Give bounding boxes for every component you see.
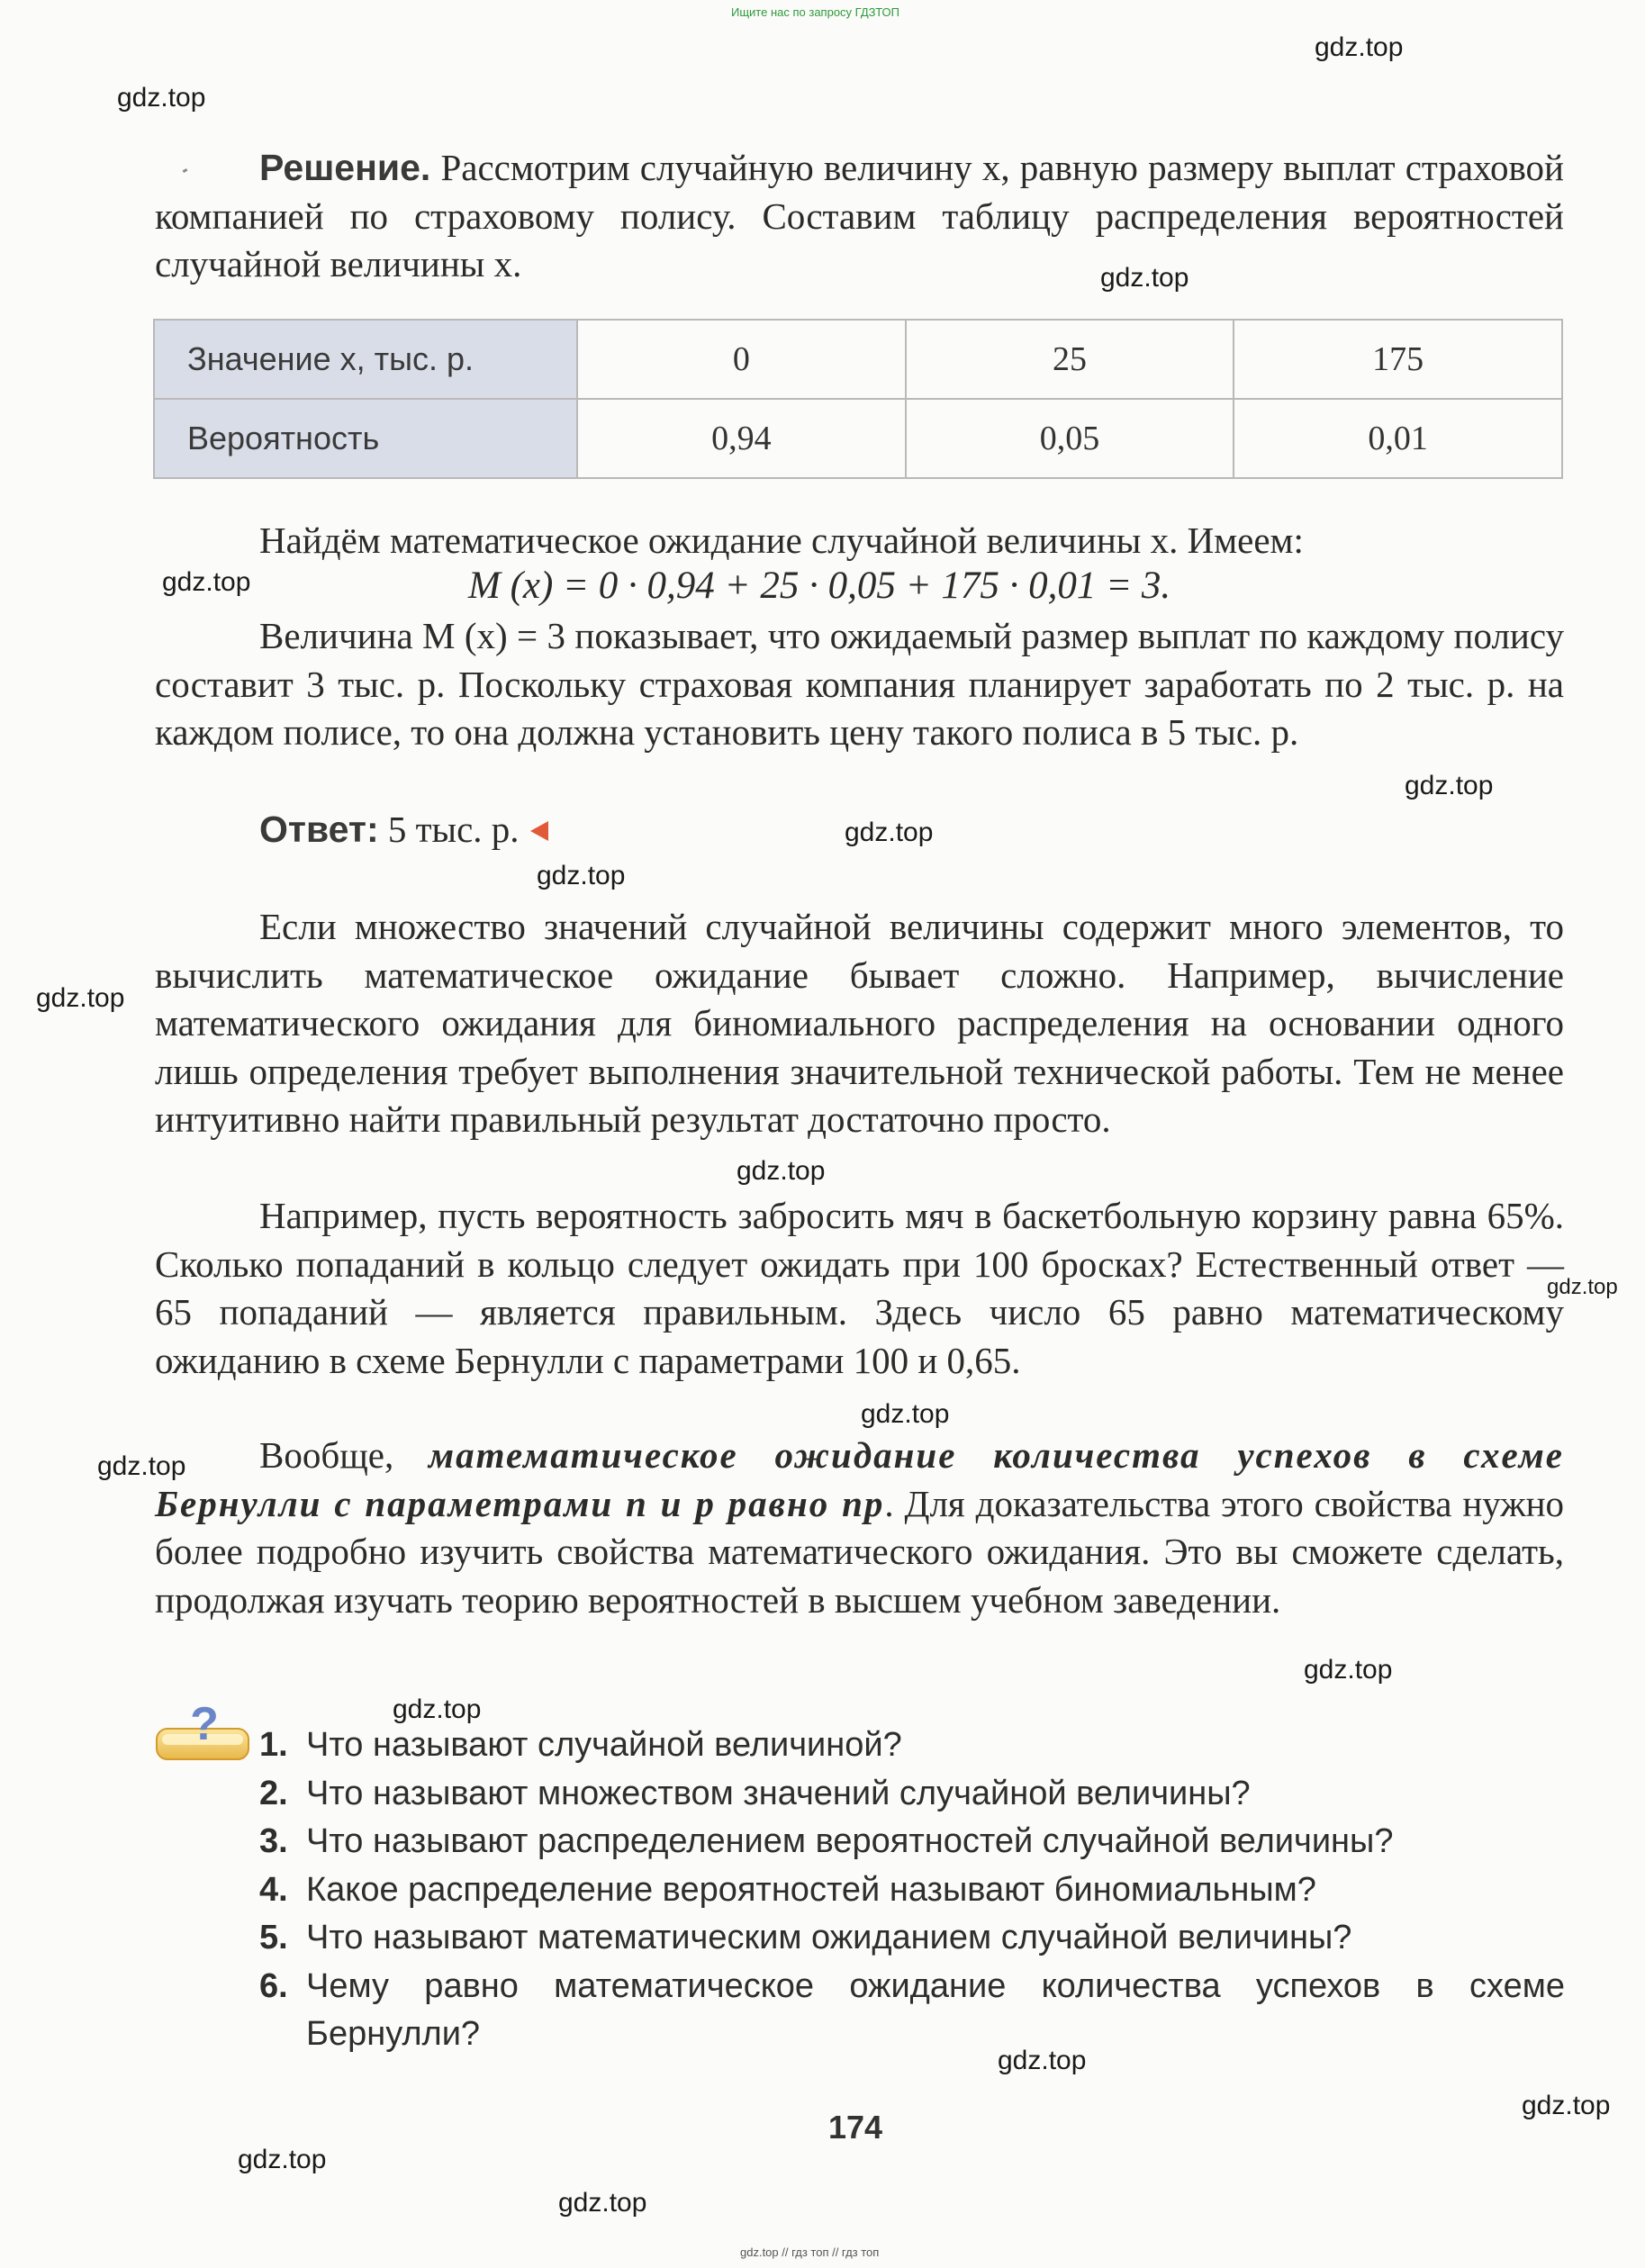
watermark: gdz.top <box>861 1399 950 1429</box>
expectation-formula: M (x) = 0 · 0,94 + 25 · 0,05 + 175 · 0,01 = 3. <box>468 565 1171 607</box>
watermark: gdz.top <box>1315 32 1404 62</box>
find-expectation-text: Найдём математическое ожидание случайной величины x. Имеем: <box>259 520 1304 561</box>
watermark: gdz.top <box>162 567 251 597</box>
top-banner[interactable]: Ищите нас по запросу ГДЗТОП <box>731 5 900 19</box>
list-item: 3. Что называют распределением вероятностей случайной величины? <box>259 1822 1394 1860</box>
list-item: 4. Какое распределение вероятностей называют биномиальным? <box>259 1870 1316 1909</box>
row-label-probability: Вероятность <box>154 399 577 478</box>
large-set-text: Если множество значений случайной величины содержит много элементов, то вычислить математическое ожидание бывает сложно. Например, вычисление математического ожидания для биномиального распределения на основании одного лишь определения требует выполнения значительной технической работы. Тем не менее интуитивно найти правильный результат достаточно просто. <box>155 906 1564 1140</box>
general-lead: Вообще, <box>259 1434 394 1476</box>
list-item: 1. Что называют случайной величиной? <box>259 1726 902 1764</box>
watermark: gdz.top <box>1405 771 1494 800</box>
table-cell-value: 25 <box>906 320 1234 399</box>
general-emphasis: математическое ожидание количества успехов в схеме Бернулли с параметрами n и p равно np <box>155 1434 1565 1524</box>
page-number: 174 <box>828 2109 883 2146</box>
watermark: gdz.top <box>737 1156 826 1186</box>
large-set-paragraph <box>155 903 1564 1144</box>
distribution-table <box>153 319 1563 479</box>
list-item: 5. Что называют математическим ожиданием случайной величины? <box>259 1919 1352 1956</box>
table-cell-probability: 0,94 <box>577 399 906 478</box>
watermark: gdz.top <box>1522 2091 1611 2120</box>
find-expectation-paragraph <box>155 517 1564 565</box>
solution-label: Решение. <box>259 147 431 188</box>
table-row <box>154 320 1562 399</box>
table-cell-value: 0 <box>577 320 906 399</box>
review-questions <box>259 1721 1565 2059</box>
solution-text: Рассмотрим случайную величину x, равную размеру выплат страховой компанией по страховому полису. Составим таблицу распределения вероятностей случайной величины x. <box>155 147 1564 285</box>
general-paragraph <box>155 1432 1564 1624</box>
end-of-solution-icon <box>530 821 548 841</box>
watermark: gdz.top <box>1100 263 1189 293</box>
svg-text:?: ? <box>190 1698 219 1750</box>
interpretation-paragraph <box>155 612 1564 757</box>
watermark: gdz.top <box>36 983 125 1013</box>
bottom-banner[interactable]: gdz.top // гдз топ // гдз топ <box>740 2245 880 2259</box>
solution-paragraph <box>155 144 1564 289</box>
list-item: 6. Чему равно математическое ожидание количества успехов в схеме Бернулли? <box>259 1966 1565 2053</box>
general-rest: . Для доказательства этого свойства нужно более подробно изучить свойства математического ожидания. Это вы сможете сделать, продолжая изучать теорию вероятностей в высшем учебном заведении. <box>155 1482 1565 1621</box>
watermark: gdz.top <box>998 2046 1087 2075</box>
interpretation-text: Величина M (x) = 3 показывает, что ожидаемый размер выплат по каждому полису составит 3 тыс. р. Поскольку страховая компания планирует заработать по 2 тыс. р. на каждом полисе, то она должна установить цену такого полиса в 5 тыс. р. <box>155 615 1564 753</box>
watermark: gdz.top <box>1547 1275 1618 1299</box>
table-row <box>154 399 1562 478</box>
watermark: gdz.top <box>97 1451 186 1481</box>
watermark: gdz.top <box>537 861 626 890</box>
watermark: gdz.top <box>558 2188 647 2218</box>
watermark: gdz.top <box>238 2145 327 2174</box>
table-cell-probability: 0,01 <box>1234 399 1562 478</box>
answer-text: 5 тыс. р. <box>387 809 520 850</box>
answer-label: Ответ: <box>259 809 379 850</box>
answer-line <box>155 806 1564 854</box>
watermark: gdz.top <box>1304 1655 1393 1685</box>
basketball-text: Например, пусть вероятность забросить мяч в баскетбольную корзину равна 65%. Сколько попаданий в кольцо следует ожидать при 100 бросках? Естественный ответ — 65 попаданий — является правильным. Здесь число 65 равно математическому ожиданию в схеме Бернулли с параметрами 100 и 0,65. <box>155 1195 1564 1381</box>
watermark: gdz.top <box>845 818 934 847</box>
questions-icon <box>155 1698 250 1763</box>
watermark: gdz.top <box>393 1694 482 1724</box>
basketball-paragraph <box>155 1192 1564 1385</box>
table-cell-probability: 0,05 <box>906 399 1234 478</box>
list-item: 2. Что называют множеством значений случайной величины? <box>259 1774 1251 1812</box>
table-cell-value: 175 <box>1234 320 1562 399</box>
row-label-values: Значение x, тыс. р. <box>154 320 577 399</box>
watermark: gdz.top <box>117 83 206 113</box>
